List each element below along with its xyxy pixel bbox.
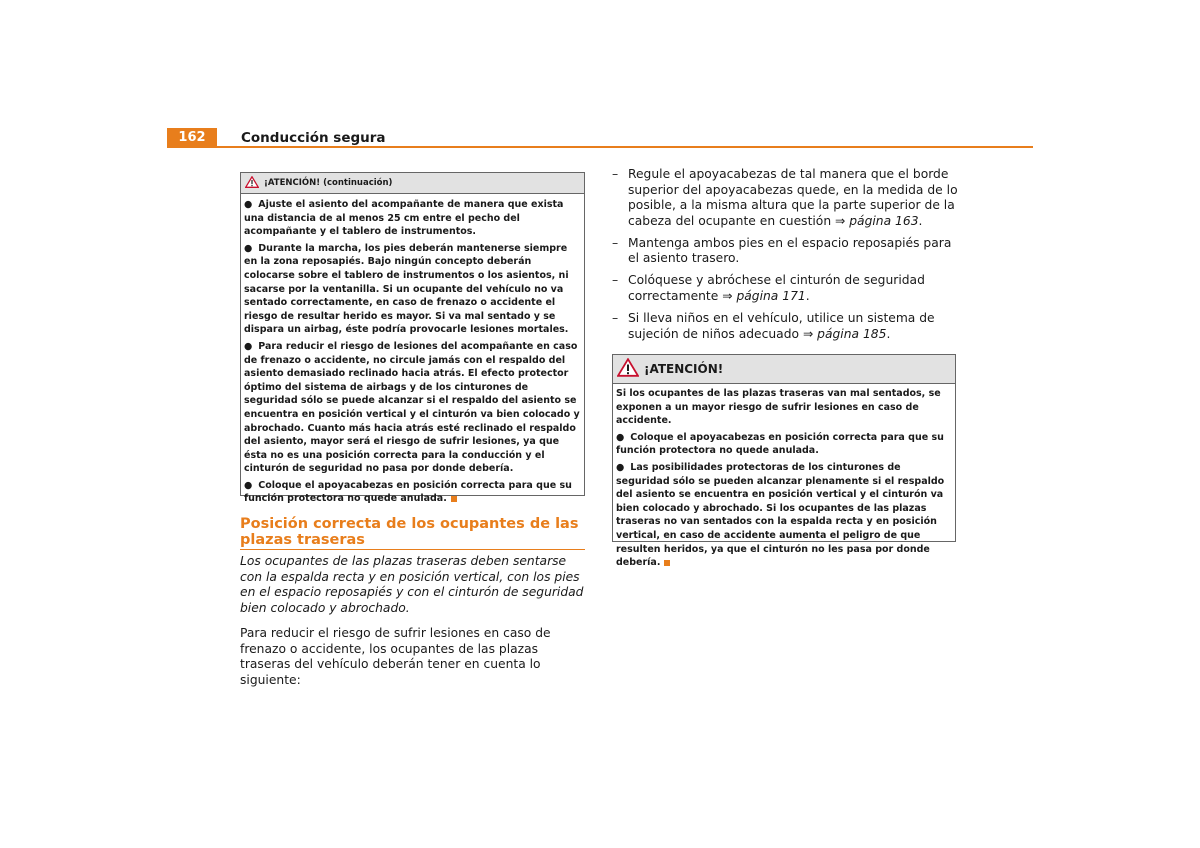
list-item-end: . <box>805 288 810 303</box>
warning-item <box>616 461 952 570</box>
dash: – <box>612 235 619 250</box>
warning-item <box>244 340 580 476</box>
warning-item <box>244 242 580 337</box>
bullet: ● <box>616 461 625 473</box>
subheading: Posición correcta de los ocupantes de las plazas traseras <box>240 516 585 550</box>
warning-box <box>612 354 956 569</box>
warning-item <box>244 198 580 239</box>
end-of-section-square-icon <box>451 496 457 502</box>
end-of-section-square-icon <box>664 560 670 566</box>
list-item-text: Si lleva niños en el vehículo, utilice un sistema de sujeción de niños adecuado <box>628 310 935 341</box>
warning-box-continued <box>240 172 585 505</box>
warning-item-text: Durante la marcha, los pies deberán mantenerse siempre en la zona reposapiés. Bajo ningún concepto deberán colocarse sobre el tablero de instrumentos o los asientos, ni sacarse por la ventanilla. Si un ocupante del vehículo no va sentado correctamente, en caso de frenazo o accidente el riesgo de resultar herido es mayor. Si va mal sentado y se dispara un airbag, éste podría provocarle lesiones mortales. <box>244 242 569 336</box>
instruction-list <box>612 167 962 349</box>
bullet: ● <box>244 479 253 491</box>
dash: – <box>612 273 619 288</box>
list-item-text: Colóquese y abróchese el cinturón de seguridad correctamente <box>628 273 925 303</box>
warning-triangle-icon <box>617 358 639 380</box>
list-item-text: Regule el apoyacabezas de tal manera que el borde superior del apoyacabezas quede, en la medida de lo posible, a la misma altura que la parte superior de la cabeza del ocupante en cuestión <box>628 167 958 228</box>
page-reference-link[interactable]: ⇒ página 163 <box>835 213 919 228</box>
list-item <box>612 311 962 342</box>
list-item <box>612 273 962 304</box>
warning-item-text: Para reducir el riesgo de lesiones del acompañante en caso de frenazo o accidente, no circule jamás con el respaldo del asiento demasiado reclinado hacia atrás. El efecto protector óptimo del sistema de airbags y de los cinturones de seguridad sólo se puede alcanzar si el respaldo del asiento se encuentra en posición vertical y el cinturón va bien colocado y abrochado. Cuanto más hacia atrás esté reclinado el respaldo del asiento, mayor será el riesgo de sufrir lesiones, ya que ésta no es una posición correcta para la conducción y el cinturón de seguridad no pasa por donde debería. <box>244 340 580 475</box>
page-reference-link[interactable]: ⇒ página 185 <box>802 326 887 341</box>
warning-body <box>241 194 584 506</box>
warning-triangle-icon <box>245 176 259 191</box>
warning-header <box>613 355 955 384</box>
bullet: ● <box>616 431 625 443</box>
warning-body <box>613 384 955 570</box>
warning-title: ¡ATENCIÓN! <box>644 362 724 376</box>
header-rule <box>167 146 1033 148</box>
section-title: Conducción segura <box>241 130 386 146</box>
bullet: ● <box>244 340 253 352</box>
list-item-end: . <box>918 213 923 228</box>
warning-lead: Si los ocupantes de las plazas traseras van mal sentados, se exponen a un mayor riesgo de sufrir lesiones en caso de accidente. <box>616 388 941 427</box>
warning-title: ¡ATENCIÓN! (continuación) <box>264 178 393 188</box>
warning-item-text: Ajuste el asiento del acompañante de manera que exista una distancia de al menos 25 cm entre el pecho del acompañante y el tablero de instrumentos. <box>244 199 564 238</box>
bullet: ● <box>244 242 253 254</box>
intro-text: Los ocupantes de las plazas traseras deben sentarse con la espalda recta y en posición vertical, con los pies en el espacio reposapiés y con el cinturón de seguridad bien colocado y abrochado. <box>240 554 584 615</box>
dash: – <box>612 167 619 181</box>
warning-item-text: Coloque el apoyacabezas en posición correcta para que su función protectora no quede anulada. <box>616 431 944 457</box>
warning-item-text: Las posibilidades protectoras de los cinturones de seguridad sólo se pueden alcanzar plenamente si el respaldo del asiento se encuentra en posición vertical y el cinturón va bien colocado y abrochado. Si los ocupantes de las plazas traseras no van sentados con la espalda recta y en posición vertical, en caso de accidente aumenta el peligro de que resulten heridos, ya que el cinturón no les pasa por donde debería. <box>616 461 945 569</box>
warning-header <box>241 173 584 194</box>
list-item <box>612 167 962 229</box>
warning-item-text: Coloque el apoyacabezas en posición correcta para que su función protectora no quede anulada. <box>244 479 572 505</box>
list-item-text: Mantenga ambos pies en el espacio reposapiés para el asiento trasero. <box>628 235 952 266</box>
warning-item <box>616 431 952 458</box>
warning-item <box>244 479 580 506</box>
body-paragraph: Para reducir el riesgo de sufrir lesiones en caso de frenazo o accidente, los ocupantes de las plazas traseras del vehículo deberán tener en cuenta lo siguiente: <box>240 626 551 687</box>
page-number: 162 <box>167 128 217 148</box>
page-reference-link[interactable]: ⇒ página 171 <box>722 288 806 303</box>
dash: – <box>612 310 619 325</box>
bullet: ● <box>244 199 253 210</box>
list-item-end: . <box>886 326 891 341</box>
list-item <box>612 236 962 267</box>
